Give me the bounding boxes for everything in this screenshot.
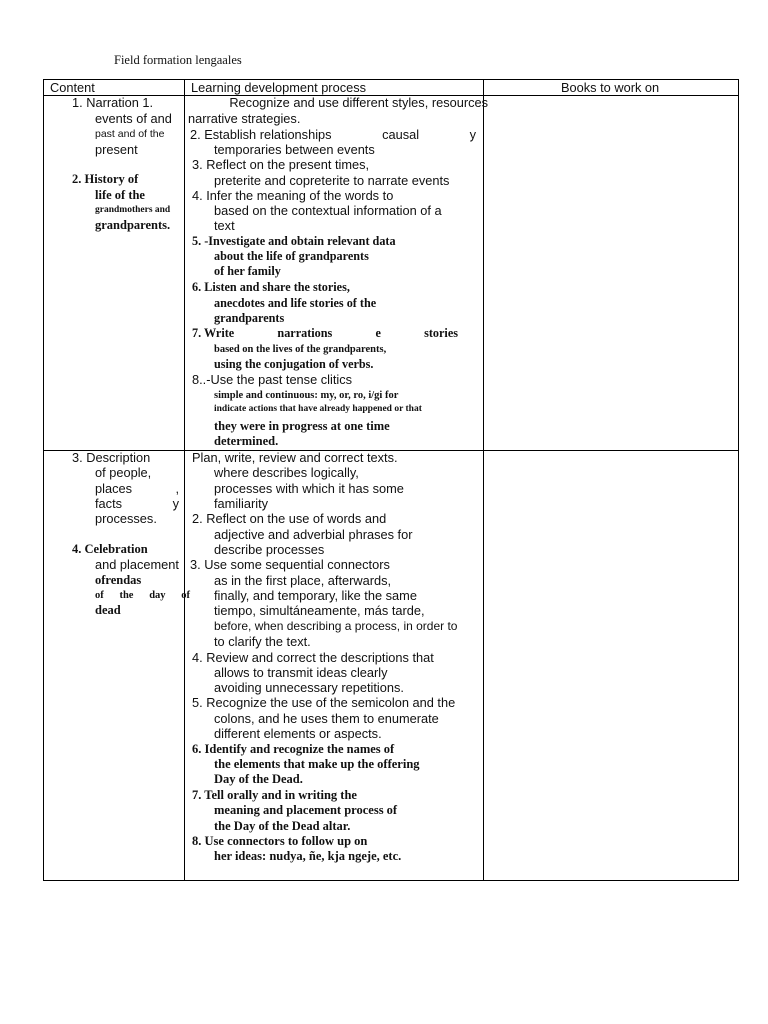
table-column-divider-1 [184,79,185,881]
row2-process-line: her ideas: nudya, ñe, kja ngeje, etc. [214,849,402,863]
row1-process-line: 3. Reflect on the present times, [192,157,370,172]
row2-content-line: and placement [95,557,179,572]
row1-process-line: simple and continuous: my, or, ro, i/gi for [214,390,399,401]
row2-content-text: the [119,590,134,601]
row2-process-line: 6. Identify and recognize the names of [192,742,395,756]
row2-process-line: colons, and he uses them to enumerate [214,711,439,726]
row1-content-line: grandmothers and [95,205,171,215]
row1-process-line: grandparents [214,311,285,325]
row1-content-line: 2. History of [72,172,139,186]
row1-process-line: of her family [214,264,281,278]
row1-process-text: 7. Write [192,326,235,340]
row1-process-line: preterite and copreterite to narrate events [214,173,450,188]
row2-process-line: 5. Recognize the use of the semicolon and the [192,695,456,710]
row1-content-line: events of and [95,111,172,126]
row2-content-line [95,481,179,496]
row1-process-text: y [469,127,476,142]
header-learning-process: Learning development process [191,80,367,95]
row2-process-line: the Day of the Dead altar. [214,819,351,833]
row2-process-line: Day of the Dead. [214,772,303,786]
row1-content-line: grandparents. [95,218,171,232]
row2-content-text: day [149,590,166,601]
row2-process-line: processes with which it has some [214,481,404,496]
row2-content-text: , [175,481,179,496]
row2-process-line: 3. Use some sequential connectors [190,557,390,572]
row1-process-line: 5. -Investigate and obtain relevant data [192,234,396,248]
row1-process-line: Recognize and use different styles, resources [229,95,488,110]
row2-process-line: describe processes [214,542,325,557]
row1-process-line: anecdotes and life stories of the [214,296,377,310]
row1-process-line: 4. Infer the meaning of the words to [192,188,394,203]
row2-content-text: places [95,481,132,496]
row2-process-line: 8. Use connectors to follow up on [192,834,368,848]
table-border-right [738,79,739,881]
row1-process-line: based on the contextual information of a [214,203,442,218]
row2-content-line: 4. Celebration [72,542,148,556]
row2-process-line: tiempo, simultáneamente, más tarde, [214,603,425,618]
header-books: Books to work on [561,80,660,95]
row2-process-line: the elements that make up the offering [214,757,420,771]
row1-process-text: stories [424,326,458,340]
row1-process-line [192,326,458,341]
row2-process-line: avoiding unnecessary repetitions. [214,680,404,695]
row2-content-line: 3. Description [72,450,151,465]
row2-process-line: 4. Review and correct the descriptions that [192,650,434,665]
row2-process-line: 7. Tell orally and in writing the [192,788,357,802]
row2-content-line [95,496,179,511]
row2-process-line: to clarify the text. [214,634,311,649]
row2-content-line: dead [95,603,121,617]
row2-process-line: 2. Reflect on the use of words and [192,511,387,526]
row1-content-line: 1. Narration 1. [72,95,154,110]
table-border-left [43,79,44,881]
row2-content-text: facts [95,496,123,511]
row1-content-line: past and of the [95,128,165,140]
row2-process-line: allows to transmit ideas clearly [214,665,388,680]
row2-content-line: ofrendas [95,573,142,587]
header-content: Content [50,80,95,95]
row1-content-line: present [95,142,138,157]
table-border-bottom [43,880,739,881]
row1-process-line: text [214,218,235,233]
row1-process-line: based on the lives of the grandparents, [214,344,387,355]
row2-content-line: processes. [95,511,157,526]
row2-content-text: of [181,590,190,601]
row1-process-line: 8..-Use the past tense clitics [192,372,353,387]
document-title: Field formation lengaales [114,53,242,67]
row2-content-line [95,588,190,603]
row1-process-line: about the life of grandparents [214,249,369,263]
row1-process-line: narrative strategies. [188,111,301,126]
row2-process-line: adjective and adverbial phrases for [214,527,413,542]
row2-process-line: different elements or aspects. [214,726,382,741]
row1-process-line [190,127,476,142]
row1-content-line: life of the [95,188,145,202]
row2-process-line: Plan, write, review and correct texts. [192,450,398,465]
row1-process-text: 2. Establish relationships [190,127,332,142]
row1-process-line: indicate actions that have already happened or that [214,404,422,414]
row2-process-line: familiarity [214,496,269,511]
row1-process-text: narrations [277,326,333,340]
row2-process-line: as in the first place, afterwards, [214,573,392,588]
row2-process-line: meaning and placement process of [214,803,398,817]
row2-process-line: where describes logically, [214,465,359,480]
row2-process-line: finally, and temporary, like the same [214,588,417,603]
row2-content-text: of [95,590,104,601]
row1-process-line: using the conjugation of verbs. [214,357,374,371]
row1-process-line: determined. [214,434,279,448]
row2-content-text: y [172,496,179,511]
row1-process-line: 6. Listen and share the stories, [192,280,350,294]
row2-process-line: before, when describing a process, in order to [214,619,458,633]
row2-content-line: of people, [95,465,152,480]
row1-process-line: temporaries between events [214,142,375,157]
row1-process-text: e [375,326,381,340]
row1-process-text: causal [382,127,420,142]
table-column-divider-2 [483,79,484,881]
row1-process-line: they were in progress at one time [214,419,390,433]
